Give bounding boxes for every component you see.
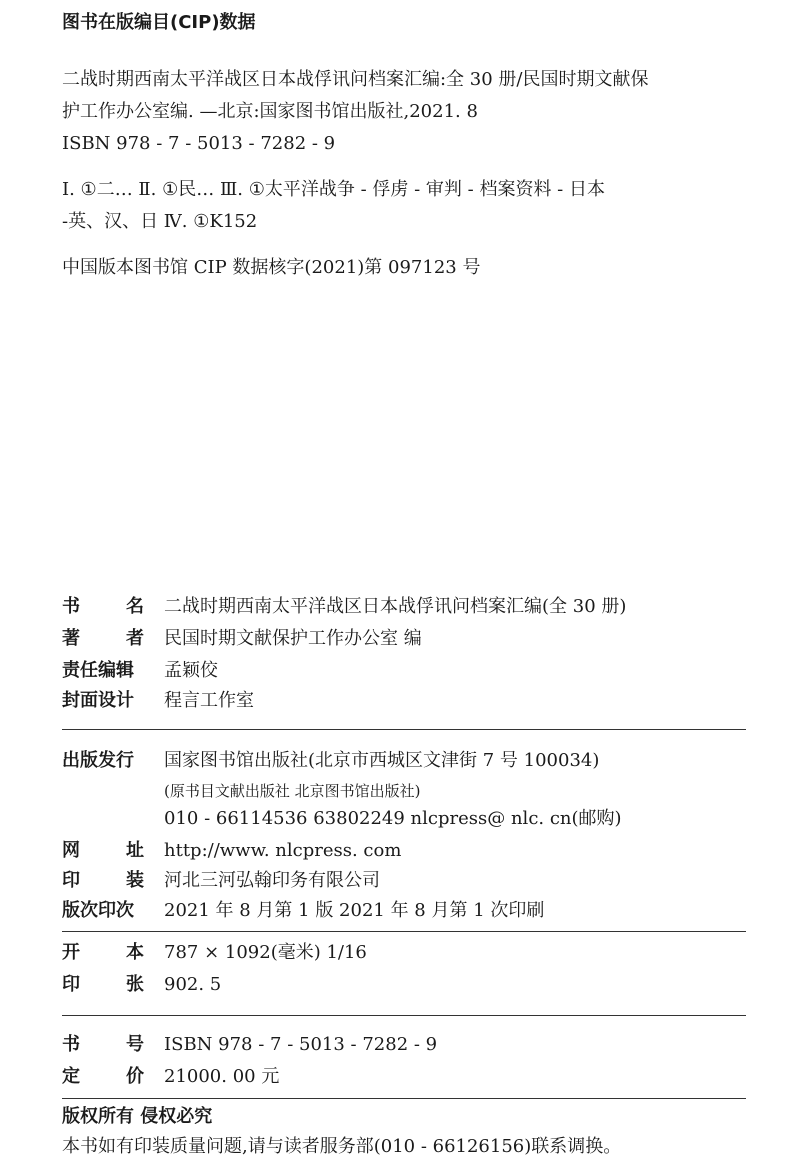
publisher-row [62,746,599,776]
info-title-row [62,592,626,622]
price-value: 21000. 00 元 [164,1066,280,1087]
cover-label: 封面设计 [62,690,134,711]
web-row [62,836,401,866]
title-value: 二战时期西南太平洋战区日本战俘讯问档案汇编(全 30 册) [164,596,627,617]
author-label: 著 者 [62,628,144,649]
print-label: 印 装 [62,870,144,891]
editor-label: 责任编辑 [62,660,134,681]
edition-row [62,896,544,926]
web-value: http://www. nlcpress. com [164,840,402,861]
title-label: 书 名 [62,596,144,617]
sheets-value: 902. 5 [164,974,222,995]
author-value: 民国时期文献保护工作办公室 编 [164,628,422,649]
edition-value: 2021 年 8 月第 1 版 2021 年 8 月第 1 次印刷 [164,900,545,921]
cip-line-2: 护工作办公室编. —北京:国家图书馆出版社,2021. 8 [62,101,478,122]
copyright-label: 版权所有 侵权必究 [62,1106,213,1127]
cip-verify: 中国版本图书馆 CIP 数据核字(2021)第 097123 号 [62,257,481,278]
publisher-value: 国家图书馆出版社(北京市西城区文津街 7 号 100034) [164,750,600,771]
divider [62,729,746,730]
cip-title: 图书在版编目(CIP)数据 [62,12,256,33]
booknum-label: 书 号 [62,1034,144,1055]
info-author-row [62,624,422,654]
print-value: 河北三河弘翰印务有限公司 [164,870,380,891]
divider [62,931,746,932]
divider [62,1098,746,1099]
copyright-notice: 本书如有印装质量问题,请与读者服务部(010 - 66126156)联系调换。 [62,1136,622,1157]
booknum-value: ISBN 978 - 7 - 5013 - 7282 - 9 [164,1034,438,1055]
cip-class-line-1: Ⅰ. ①二… Ⅱ. ①民… Ⅲ. ①太平洋战争 - 俘虏 - 审判 - 档案资料 - 日本 [62,179,605,200]
size-label: 开 本 [62,942,144,963]
sheets-row [62,970,221,1000]
web-label: 网 址 [62,840,144,861]
cip-class-line-2: -英、汉、日 Ⅳ. ①K152 [62,211,258,232]
info-cover-row [62,686,254,716]
cover-value: 程言工作室 [164,690,254,711]
size-value: 787 × 1092(毫米) 1/16 [164,942,367,963]
edition-label: 版次印次 [62,900,134,921]
publisher-note: (原书目文献出版社 北京图书馆出版社) [164,782,421,800]
divider [62,1015,746,1016]
booknum-row [62,1030,437,1060]
price-label: 定 价 [62,1066,144,1087]
publisher-phone: 010 - 66114536 63802249 nlcpress@ nlc. cn(邮购) [164,808,622,829]
print-row [62,866,380,896]
sheets-label: 印 张 [62,974,144,995]
size-row [62,938,367,968]
info-editor-row [62,656,218,686]
editor-value: 孟颖佼 [164,660,218,681]
cip-line-1: 二战时期西南太平洋战区日本战俘讯问档案汇编:全 30 册/民国时期文献保 [62,69,649,90]
price-row [62,1062,279,1092]
publisher-label: 出版发行 [62,750,134,771]
cip-isbn: ISBN 978 - 7 - 5013 - 7282 - 9 [62,133,336,154]
